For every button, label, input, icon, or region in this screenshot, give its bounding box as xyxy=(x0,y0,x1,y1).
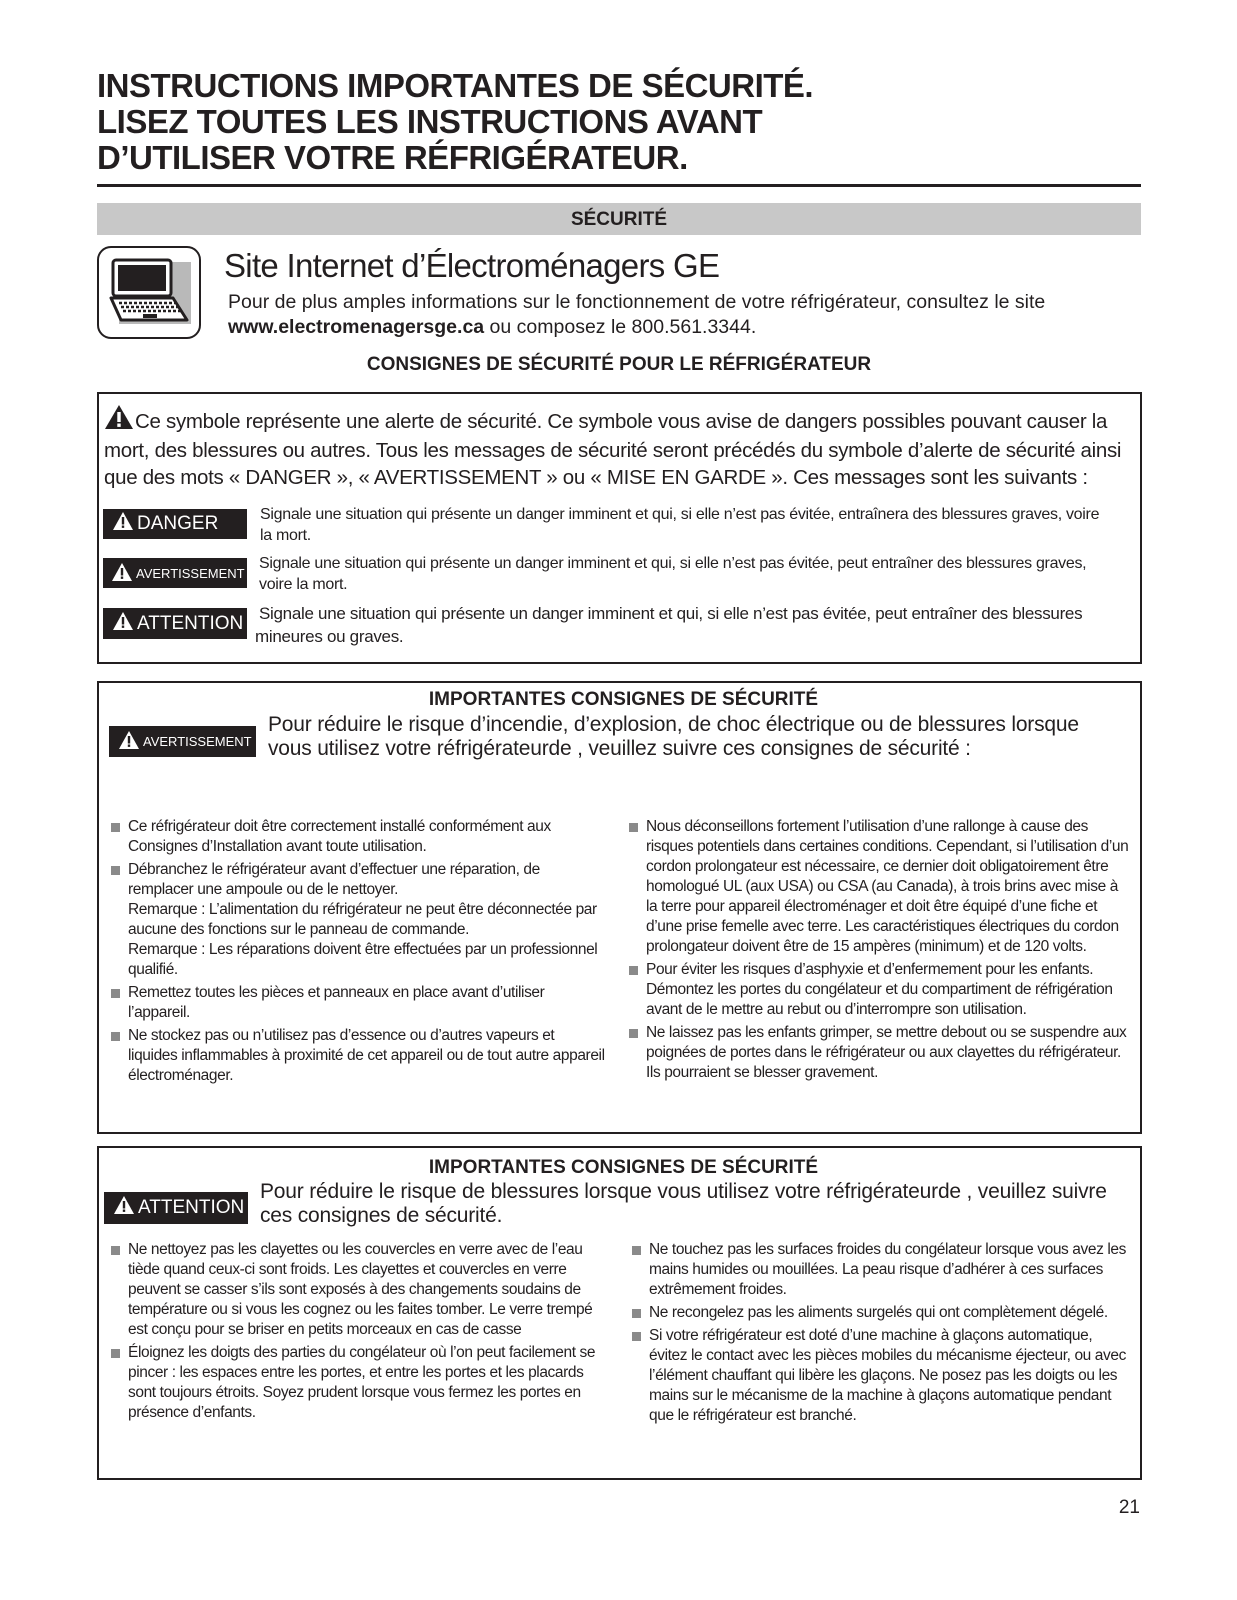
page-title xyxy=(97,68,1137,176)
danger-label: DANGER xyxy=(137,513,219,534)
website-title: Site Internet d’Électroménagers GE xyxy=(224,247,720,284)
list-item: Ne nettoyez pas les clayettes ou les couvercles en verre avec de l’eau tiède quand ceux-ci sont froids. Les clayettes et couvercles en verre peuvent se casser s’ils sont exposés à des changements soudains de température ou si vous les cognez ou les faites tomber. Le verre trempé est conçu pour se briser en petits morceaux en cas de casse xyxy=(111,1240,611,1340)
caution-box-intro: Pour réduire le risque de blessures lorsque vous utilisez votre réfrigérateurde , veuillez suivre ces consignes de sécurité. xyxy=(260,1180,1107,1227)
warning-triangle-icon xyxy=(112,511,134,537)
section-band: SÉCURITÉ xyxy=(97,203,1141,235)
caution-left-column xyxy=(111,1240,611,1426)
warning-triangle-icon xyxy=(113,1195,135,1221)
danger-badge xyxy=(103,509,247,539)
laptop-icon xyxy=(97,246,201,339)
website-text xyxy=(228,290,1138,340)
warning-triangle-icon xyxy=(104,404,134,437)
alert-intro xyxy=(104,404,1140,491)
alert-intro-text: Ce symbole représente une alerte de sécurité. Ce symbole vous avise de dangers possibles pouvant causer la mort, des blessures ou autres. Tous les messages de sécurité seront précédés du symbole d’alerte de sécurité ainsi que des mots « DANGER », « AVERTISSEMENT » ou « MISE EN GARDE ». Ces messages sont les suivants : xyxy=(104,410,1122,489)
list-item: Remettez toutes les pièces et panneaux en place avant d’utiliser l’appareil. xyxy=(111,983,606,1023)
caution-box-badge xyxy=(104,1192,248,1224)
caution-right-column xyxy=(632,1240,1130,1429)
caution-box-heading: IMPORTANTES CONSIGNES DE SÉCURITÉ xyxy=(428,1157,819,1178)
website-url[interactable]: www.electromenagersge.ca xyxy=(228,316,485,338)
danger-text: Signale une situation qui présente un danger imminent et qui, si elle n’est pas évitée, entraînera des blessures graves, voire la mort. xyxy=(260,506,1100,544)
warning-triangle-icon xyxy=(118,730,140,753)
website-text-after: ou composez le 800.561.3344. xyxy=(484,316,757,338)
warning-right-column xyxy=(629,817,1129,1086)
list-item: Ne touchez pas les surfaces froides du congélateur lorsque vous avez les mains humides ou mouillées. La peau risque d’adhérer à ces surfaces extrêmement froides. xyxy=(632,1240,1130,1300)
safety-alert-box xyxy=(97,392,1142,664)
title-line-2: LISEZ TOUTES LES INSTRUCTIONS AVANT xyxy=(97,103,763,140)
page-number: 21 xyxy=(1118,1497,1140,1518)
title-line-3: D’UTILISER VOTRE RÉFRIGÉRATEUR. xyxy=(97,139,688,176)
list-item: Éloignez les doigts des parties du congélateur où l’on peut facilement se pincer : les espaces entre les portes, et entre les portes et les placards sont toujours étroits. Soyez prudent lorsque vous fermez les portes en présence d’enfants. xyxy=(111,1343,611,1423)
warning-instructions-box xyxy=(97,681,1142,1134)
warning-box-intro: Pour réduire le risque d’incendie, d’explosion, de choc électrique ou de blessures lorsque vous utilisez votre réfrigérateurde , veuillez suivre ces consignes de sécurité : xyxy=(268,713,1079,760)
list-item: Si votre réfrigérateur est doté d’une machine à glaçons automatique, évitez le contact avec les pièces mobiles du mécanisme éjecteur, ou avec l’élément chauffant qui libère les glaçons. Ne posez pas les doigts ou les mains sur le mécanisme de la machine à glaçons automatique pendant que le réfrigérateur est branché. xyxy=(632,1326,1130,1426)
avertissement-badge xyxy=(103,558,247,588)
title-rule xyxy=(97,184,1141,187)
attention-text: Signale une situation qui présente un danger imminent et qui, si elle n’est pas évitée, peut entraîner des blessures mineures ou graves. xyxy=(255,604,1083,646)
list-item: Nous déconseillons fortement l’utilisation d’une rallonge à cause des risques potentiels dans certaines conditions. Cependant, si l’utilisation d’un cordon prolongateur est nécessaire, ce dernier doit obligatoirement être homologué UL (aux USA) ou CSA (au Canada), à trois brins avec mise à la terre pour appareil électroménager et doit être équipé d’une fiche et d’une prise femelle avec terre. Les caractéristiques électriques du cordon prolongateur doivent être de 15 ampères (minimum) et de 120 volts. xyxy=(629,817,1129,957)
attention-badge xyxy=(103,608,247,639)
attention-label: ATTENTION xyxy=(137,612,244,634)
list-item: Ne laissez pas les enfants grimper, se mettre debout ou se suspendre aux poignées de portes dans le réfrigérateur ou aux clayettes du réfrigérateur. Ils pourraient se blesser gravement. xyxy=(629,1023,1129,1083)
avertissement-text: Signale une situation qui présente un danger imminent et qui, si elle n’est pas évitée, peut entraîner des blessures graves, voire la mort. xyxy=(259,555,1087,593)
avertissement-label: AVERTISSEMENT xyxy=(136,565,245,581)
list-item: Ne stockez pas ou n’utilisez pas d’essence ou d’autres vapeurs et liquides inflammables à proximité de cet appareil ou de tout autre appareil électroménager. xyxy=(111,1026,606,1086)
caution-box-badge-label: ATTENTION xyxy=(138,1197,245,1218)
website-text-before: Pour de plus amples informations sur le fonctionnement de votre réfrigérateur, consultez le site xyxy=(228,291,1046,313)
warning-left-column xyxy=(111,817,606,1089)
note: Remarque : Les réparations doivent être effectuées par un professionnel qualifié. xyxy=(128,941,598,978)
consignes-heading: CONSIGNES DE SÉCURITÉ POUR LE RÉFRIGÉRATEUR xyxy=(366,354,872,375)
title-line-1: INSTRUCTIONS IMPORTANTES DE SÉCURITÉ. xyxy=(97,67,814,104)
warning-triangle-icon xyxy=(111,562,133,585)
note: Remarque : L’alimentation du réfrigérateur ne peut être déconnectée par aucune des fonctions sur le panneau de commande. xyxy=(128,901,597,938)
warning-triangle-icon xyxy=(112,611,134,637)
list-item: Pour éviter les risques d’asphyxie et d’enfermement pour les enfants. Démontez les portes du congélateur et du compartiment de réfrigération avant de le mettre au rebut ou d’interrompre son utilisation. xyxy=(629,960,1129,1020)
list-item: Ce réfrigérateur doit être correctement installé conformément aux Consignes d’Installation avant toute utilisation. xyxy=(111,817,606,857)
list-item: Débranchez le réfrigérateur avant d’effectuer une réparation, de remplacer une ampoule ou de le nettoyer. Remarque : L’alimentation du réfrigérateur ne peut être déconnectée par aucune des fonctions sur le panneau de commande. Remarque : Les réparations doivent être effectuées par un professionnel qualifié. xyxy=(111,860,606,980)
list-item: Ne recongelez pas les aliments surgelés qui ont complètement dégelé. xyxy=(632,1303,1130,1323)
warning-box-heading: IMPORTANTES CONSIGNES DE SÉCURITÉ xyxy=(428,689,819,710)
caution-instructions-box xyxy=(97,1146,1142,1480)
warning-box-badge-label: AVERTISSEMENT xyxy=(143,734,252,749)
warning-box-badge xyxy=(109,726,256,757)
